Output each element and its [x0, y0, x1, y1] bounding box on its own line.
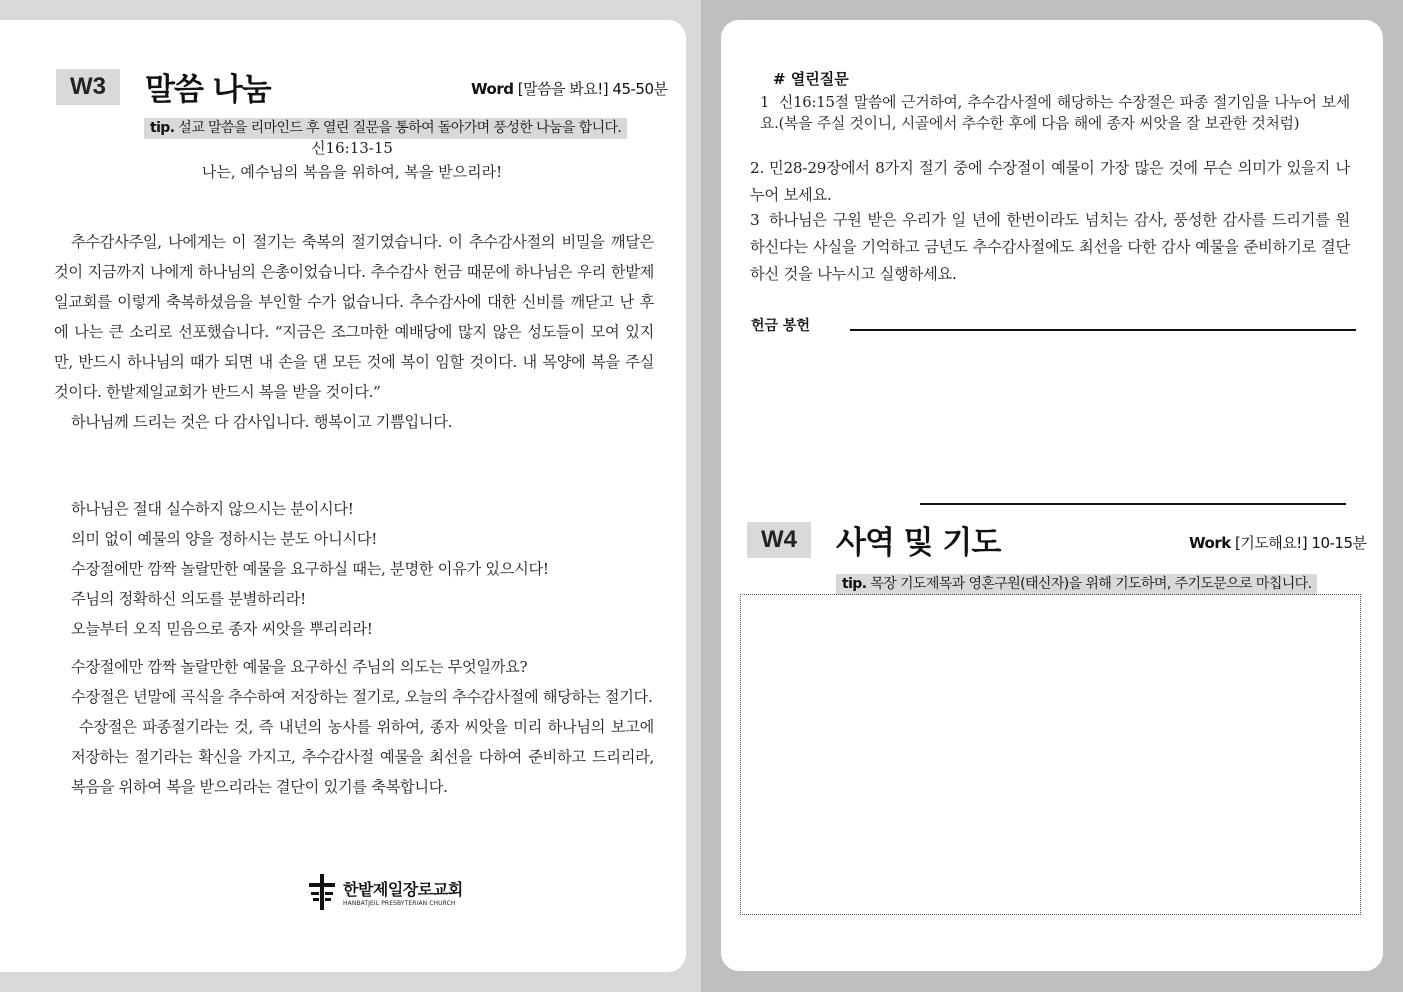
declaration-list	[71, 494, 671, 644]
time-label-rest: [말씀을 봐요!] 45-50분	[513, 80, 668, 98]
offering-label: 헌금 봉헌	[751, 318, 810, 334]
cross-logo-icon	[307, 872, 337, 912]
question-text: 신16:15절 말씀에 근거하여, 추수감사절에 해당하는 수장절은 파종 절기임을 나누어 보세요.(복을 주실 것이니, 시골에서 추수한 후에 다음 해에 종자 씨앗을 잘 보관한 것처럼)	[760, 94, 1350, 132]
time-label-rest: [기도해요!] 10-15분	[1230, 534, 1367, 552]
section-badge-w4: W4	[747, 522, 811, 558]
tip-banner-w3	[144, 118, 627, 139]
logo-text	[343, 877, 463, 907]
closing-paragraph: 수장절은 파종절기라는 것, 즉 내년의 농사를 위하여, 종자 씨앗을 미리 하나님의 보고에 저장하는 절기라는 확신을 가지고, 추수감사절 예물을 최선을 다하여 준비하고 드리리라, 복음을 위하여 복을 받으리라는 결단이 있기를 축복합니다.	[71, 718, 654, 796]
tip-lead: tip.	[150, 120, 175, 136]
scripture-text: 나는, 예수님의 복음을 위하여, 복을 받으리라!	[201, 163, 503, 181]
sermon-paragraph-main: 추수감사주일, 나에게는 이 절기는 축복의 절기였습니다. 이 추수감사절의 비밀을 깨달은 것이 지금까지 나에게 하나님의 은총이었습니다. 추수감사 헌금 때문에 하나님은 우리 한밭제일교회를 이렇게 축복하셨음을 부인할 수가 없습니다. 추수감사에 대한 신비를 깨닫고 난 후에 나는 큰 소리로 선포했습니다. “지금은 조그마한 예배당에 많지 않은 성도들이 모여 있지만, 반드시 하나님의 때가 되면 내 손을 댄 모든 것에 복이 임할 것이다. 내 목양에 복을 주실 것이다. 한밭제일교회가 반드시 복을 받을 것이다.”	[54, 233, 654, 401]
question-number: 2.	[750, 159, 765, 177]
tip-text: 목장 기도제목과 영혼구원(태신자)을 위해 기도하며, 주기도문으로 마칩니다.	[866, 576, 1312, 592]
tip-text: 설교 말씀을 리마인드 후 열린 질문을 통하여 돌아가며 풍성한 나눔을 합니다.	[174, 120, 622, 136]
logo-subtitle: HANBATJEIL PRESBYTERIAN CHURCH	[343, 900, 456, 907]
scripture-reference: 신16:13-15	[311, 139, 393, 157]
question-item	[750, 207, 1350, 288]
time-label-w4	[1189, 532, 1367, 553]
tip-banner-w4	[836, 574, 1317, 595]
declaration-item: 하나님은 절대 실수하지 않으시는 분이시다!	[71, 500, 354, 518]
prayer-notes-box[interactable]	[740, 594, 1361, 915]
open-questions-heading: # 열린질문	[773, 70, 849, 88]
question-item	[760, 92, 1350, 134]
offering-write-line[interactable]	[850, 329, 1356, 331]
logo-name: 한밭제일장로교회	[343, 880, 463, 899]
sermon-paragraph-thanks: 하나님께 드리는 것은 다 감사입니다. 행복이고 기쁨입니다.	[71, 413, 453, 431]
section-title-w3: 말씀 나눔	[145, 72, 271, 108]
church-logo	[307, 872, 463, 912]
question-text: 하나님은 구원 받은 우리가 일 년에 한번이라도 넘치는 감사, 풍성한 감사를 드리기를 원하신다는 사실을 기억하고 금년도 추수감사절에도 최선을 다한 감사 예물을 준비하기로 결단하신 것을 나누시고 실행하세요.	[750, 211, 1350, 283]
question-number: 3	[750, 211, 760, 229]
time-label-w3	[471, 78, 668, 99]
section-divider	[920, 503, 1346, 505]
tip-lead: tip.	[842, 576, 867, 592]
declaration-item: 오늘부터 오직 믿음으로 종자 씨앗을 뿌리리라!	[71, 620, 373, 638]
section-title-w4: 사역 및 기도	[836, 525, 1001, 561]
declaration-item: 의미 없이 예물의 양을 정하시는 분도 아니시다!	[71, 530, 378, 548]
question-number: 1	[760, 94, 770, 111]
reflection-block	[71, 652, 654, 802]
reflection-answer: 수장절은 년말에 곡식을 추수하여 저장하는 절기로, 오늘의 추수감사절에 해당하는 절기다.	[71, 688, 653, 706]
question-item	[750, 155, 1350, 209]
section-badge-w3: W3	[56, 69, 120, 105]
time-label-lead: Word	[471, 80, 514, 98]
declaration-item: 수장절에만 깜짝 놀랄만한 예물을 요구하실 때는, 분명한 이유가 있으시다!	[71, 560, 549, 578]
reflection-question: 수장절에만 깜짝 놀랄만한 예물을 요구하신 주님의 의도는 무엇일까요?	[71, 658, 528, 676]
time-label-lead: Work	[1189, 534, 1231, 552]
question-text: 민28-29장에서 8가지 절기 중에 수장절이 예물이 가장 많은 것에 무슨 의미가 있을지 나누어 보세요.	[750, 159, 1350, 204]
sermon-paragraph	[54, 227, 654, 437]
declaration-item: 주님의 정확하신 의도를 분별하리라!	[71, 590, 306, 608]
